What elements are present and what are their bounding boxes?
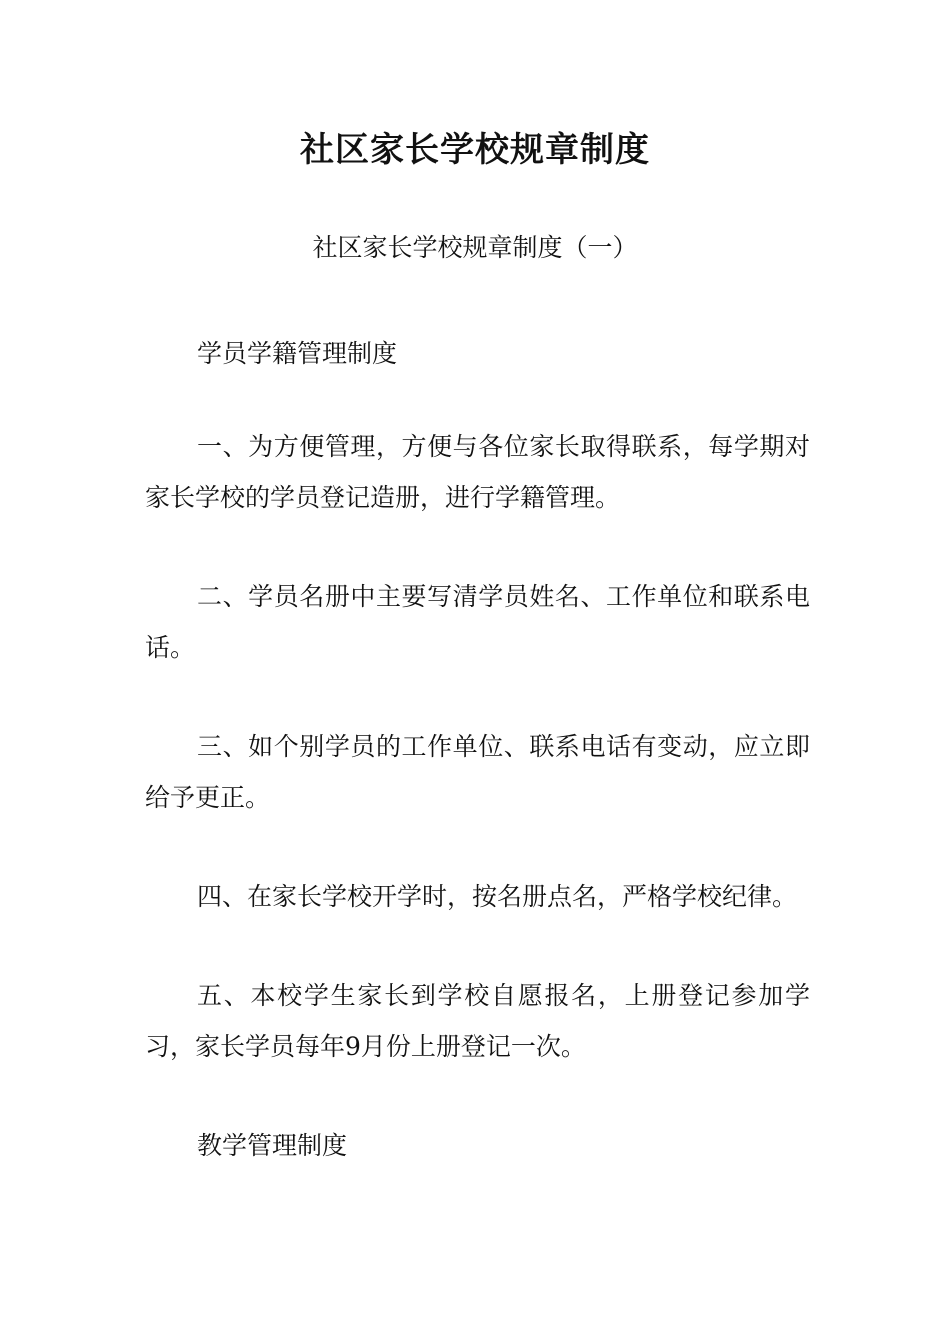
section-heading-teaching: 教学管理制度 — [197, 1131, 348, 1160]
paragraph-4: 四、在家长学校开学时，按名册点名，严格学校纪律。 — [197, 882, 798, 911]
section-heading-enrollment: 学员学籍管理制度 — [197, 339, 398, 368]
document-title: 社区家长学校规章制度 — [300, 130, 650, 170]
paragraph-5: 五、本校学生家长到学校自愿报名，上册登记参加学习，家长学员每年9月份上册登记一次。 — [145, 981, 810, 1061]
paragraph-3: 三、如个别学员的工作单位、联系电话有变动，应立即给予更正。 — [145, 732, 810, 812]
document-subtitle: 社区家长学校规章制度（一） — [312, 233, 638, 262]
paragraph-2: 二、学员名册中主要写清学员姓名、工作单位和联系电话。 — [145, 582, 810, 662]
paragraph-1: 一、为方便管理，方便与各位家长取得联系，每学期对家长学校的学员登记造册，进行学籍管理。 — [145, 432, 810, 512]
